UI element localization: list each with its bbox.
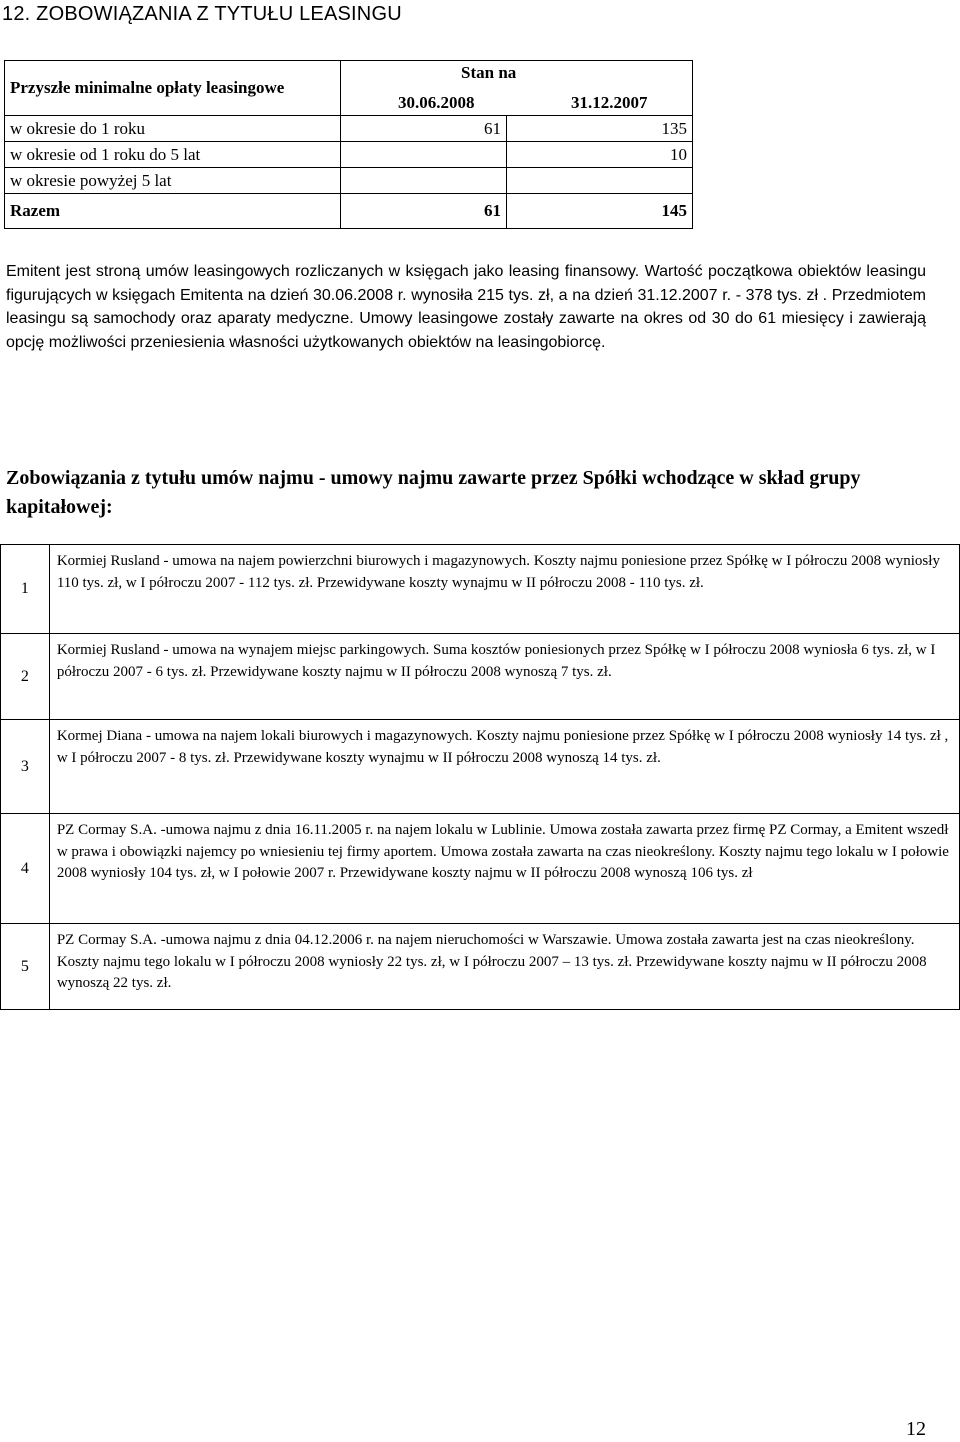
date-1-header: 30.06.2008: [398, 93, 475, 112]
item-text: Kormiej Rusland - umowa na wynajem miejsc parkingowych. Suma kosztów poniesionych przez Spółkę w I półroczu 2008 wyniosła 6 tys. zł, w I półroczu 2007 - 6 tys. zł. Przewidywane koszty najmu w II półroczu 2008 wynoszą 7 tys. zł.: [49, 634, 959, 720]
item-text: PZ Cormay S.A. -umowa najmu z dnia 04.12.2006 r. na najem nieruchomości w Warszawie. Umowa została zawarta jest na czas nieokreślony. Koszty najmu tego lokalu w I półroczu 2008 wyniosły 22 tys. zł, w I półroczu 2007 – 13 tys. zł. Przewidywane koszty najmu w II półroczu 2008 wynoszą 22 tys. zł.: [49, 924, 959, 1010]
row-label: w okresie od 1 roku do 5 lat: [5, 142, 341, 168]
item-number: 2: [1, 634, 50, 720]
section-title: 12. ZOBOWIĄZANIA Z TYTUŁU LEASINGU: [2, 3, 402, 25]
total-row: [5, 194, 693, 229]
total-value-1: 61: [341, 194, 507, 229]
lease-payments-table: [4, 60, 693, 229]
row-value-1: [341, 168, 507, 194]
header-label: Przyszłe minimalne opłaty leasingowe: [5, 61, 341, 116]
table-row: [1, 545, 960, 634]
table-row: [5, 116, 693, 142]
row-value-2: 10: [507, 142, 693, 168]
row-value-1: [341, 142, 507, 168]
header-dates-cell: [341, 61, 693, 116]
item-text: Kormiej Rusland - umowa na najem powierzchni biurowych i magazynowych. Koszty najmu poniesione przez Spółkę w I półroczu 2008 wyniosły 110 tys. zł, w I półroczu 2007 - 112 tys. zł. Przewidywane koszty wynajmu w II półroczu 2008 - 110 tys. zł.: [49, 545, 959, 634]
table-row: [1, 814, 960, 924]
row-label: w okresie do 1 roku: [5, 116, 341, 142]
item-number: 4: [1, 814, 50, 924]
row-value-2: 135: [507, 116, 693, 142]
item-text: Kormej Diana - umowa na najem lokali biurowych i magazynowych. Koszty najmu poniesione przez Spółkę w I półroczu 2008 wyniosły 14 tys. zł , w I półroczu 2007 - 8 tys. zł. Przewidywane koszty wynajmu w II półroczu 2008 wynoszą 14 tys. zł.: [49, 720, 959, 814]
table-row: [1, 634, 960, 720]
row-label: w okresie powyżej 5 lat: [5, 168, 341, 194]
item-text: PZ Cormay S.A. -umowa najmu z dnia 16.11.2005 r. na najem lokalu w Lublinie. Umowa została zawarta przez firmę PZ Cormay, a Emitent wszedł w prawa i obowiązki najemcy po wniesieniu tej firmy aportem. Umowa została zawarta na czas nieokreślony. Koszty najmu tego lokalu w I połowie 2008 wyniosły 104 tys. zł, w I połowie 2007 r. Przewidywane koszty najmu w II półroczu 2008 wynoszą 106 tys. zł: [49, 814, 959, 924]
item-number: 1: [1, 545, 50, 634]
table-row: [5, 142, 693, 168]
rent-agreements-table: [0, 544, 960, 1010]
stan-na-label: Stan na: [461, 63, 517, 82]
table-row: [1, 720, 960, 814]
total-value-2: 145: [507, 194, 693, 229]
table-row: [1, 924, 960, 1010]
row-value-1: 61: [341, 116, 507, 142]
item-number: 5: [1, 924, 50, 1010]
page-number: 12: [906, 1418, 926, 1440]
rent-obligations-heading: Zobowiązania z tytułu umów najmu - umowy najmu zawarte przez Spółki wchodzące w skład grupy kapitałowej:: [6, 467, 861, 518]
row-value-2: [507, 168, 693, 194]
total-label: Razem: [5, 194, 341, 229]
item-number: 3: [1, 720, 50, 814]
lease-description-paragraph: Emitent jest stroną umów leasingowych rozliczanych w księgach jako leasing finansowy. Wartość początkowa obiektów leasingu figurujących w księgach Emitenta na dzień 30.06.2008 r. wynosiła 215 tys. zł, a na dzień 31.12.2007 r. - 378 tys. zł . Przedmiotem leasingu są samochody oraz aparaty medyczne. Umowy leasingowe zostały zawarte na okres od 30 do 61 miesięcy i zawierają opcję możliwości przeniesienia własności użytkowanych obiektów na leasingobiorcę.: [6, 263, 926, 351]
date-2-header: 31.12.2007: [571, 93, 648, 112]
table-header-row: [5, 61, 693, 116]
table-row: [5, 168, 693, 194]
